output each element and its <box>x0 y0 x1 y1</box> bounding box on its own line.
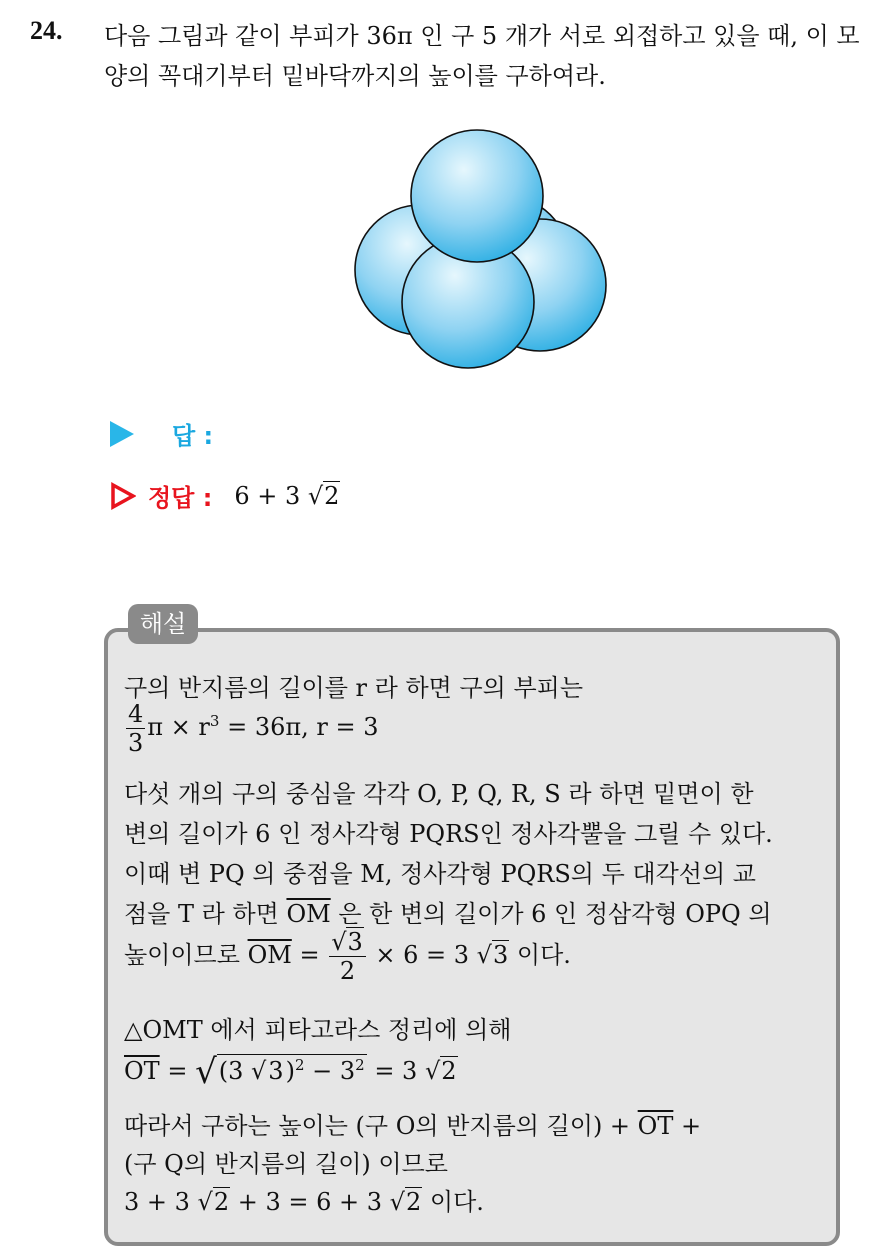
solution-line: 3 + 3 √2 + 3 = 6 + 3 √2 이다. <box>124 1188 484 1216</box>
correct-answer-row <box>110 478 340 513</box>
correct-answer-value: 6 + 3 √2 <box>234 481 340 510</box>
solution-line: 점을 T 라 하면 $\overline{OM}$ 은 한 변의 길이가 6 인 정삼각형 OPQ 의 <box>124 900 772 928</box>
solution-line: 변의 길이가 6 인 정사각형 PQRS인 정사각뿔을 그릴 수 있다. <box>124 820 773 848</box>
problem-text: 다음 그림과 같이 부피가 36π 인 구 5 개가 서로 외접하고 있을 때, 이 모양의 꼭대기부터 밑바닥까지의 높이를 구하여라. <box>104 22 860 90</box>
correct-marker-icon <box>110 482 136 510</box>
answer-marker-icon <box>110 421 134 447</box>
answer-row <box>110 416 213 451</box>
solution-line: △OMT 에서 피타고라스 정리에 의해 <box>124 1016 512 1044</box>
spheres-figure <box>340 120 620 380</box>
sphere-top <box>411 130 543 262</box>
solution-line: 따라서 구하는 높이는 (구 O의 반지름의 길이) + $\overline{OT}$ + <box>124 1112 702 1140</box>
solution-line: 이때 변 PQ 의 중점을 M, 정사각형 PQRS의 두 대각선의 교 <box>124 860 756 888</box>
solution-line: $\frac{4}{3}$ $\pi \times r^3 = 36\pi$, r = 3 <box>128 700 379 757</box>
solution-line: $\overline{OT} = √(3$ $√3)^2 - 3^2 = 3$ √2 <box>124 1052 457 1092</box>
solution-line: (구 Q의 반지름의 길이) 이므로 <box>124 1150 448 1178</box>
problem-number: 24. <box>30 16 63 45</box>
solution-line: 높이이므로 $\overline{OM}$ = $\frac{√3}{2}$ × 6 = 3 √3 이다. <box>124 928 571 985</box>
solution-line: 구의 반지름의 길이를 r 라 하면 구의 부피는 <box>124 674 584 702</box>
correct-answer-label: 정답 : <box>148 484 213 512</box>
answer-label: 답 : <box>172 422 214 450</box>
solution-line: 다섯 개의 구의 중심을 각각 O, P, Q, R, S 라 하면 밑면이 한 <box>124 780 754 808</box>
solution-tab: 해설 <box>128 604 198 644</box>
